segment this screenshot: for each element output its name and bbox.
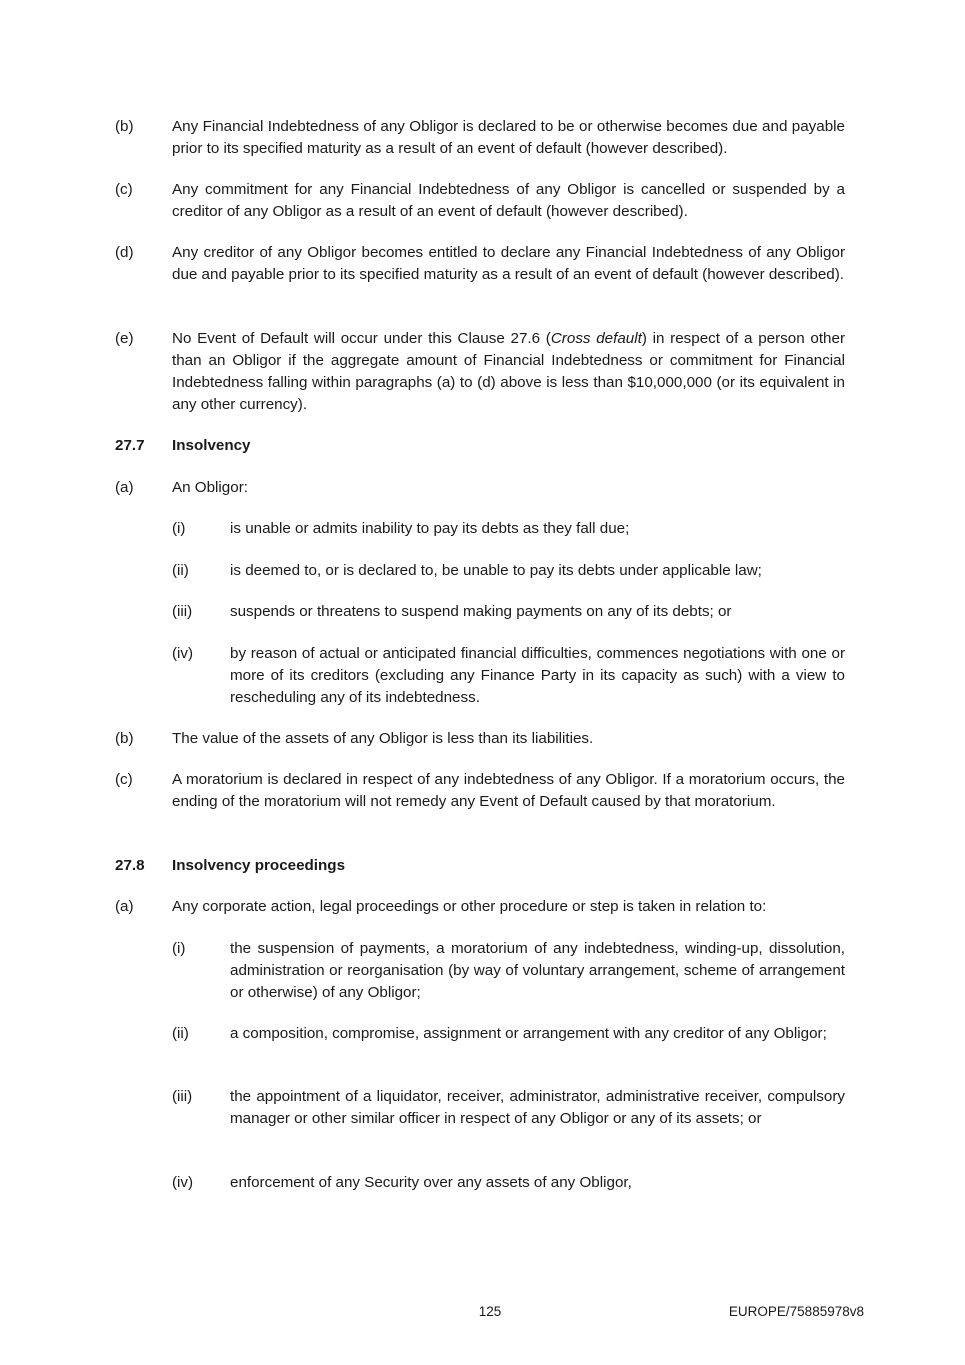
subclause-27-8-a-ii bbox=[172, 1023, 845, 1045]
section-title: Insolvency proceedings bbox=[172, 857, 346, 874]
clause-number: (d) bbox=[115, 244, 134, 261]
subclause-number: (ii) bbox=[172, 1025, 189, 1042]
subclause-27-8-a-iv bbox=[172, 1172, 845, 1194]
subclause-text: a composition, compromise, assignment or arrangement with any creditor of any Obligor; bbox=[230, 1025, 827, 1042]
subclause-27-7-a-ii bbox=[172, 560, 845, 582]
section-number: 27.7 bbox=[115, 437, 145, 454]
subclause-text: enforcement of any Security over any assets of any Obligor, bbox=[230, 1174, 632, 1191]
subclause-27-7-a-iv bbox=[172, 643, 845, 709]
page-number: 125 bbox=[478, 1304, 502, 1319]
clause-text: Any commitment for any Financial Indebtedness of any Obligor is cancelled or suspended by a creditor of any Obligor as a result of an event of default (however described). bbox=[172, 181, 845, 220]
clause-c bbox=[115, 179, 845, 223]
clause-number: (b) bbox=[115, 118, 134, 135]
subclause-number: (iii) bbox=[172, 603, 193, 620]
document-reference: EUROPE/75885978v8 bbox=[728, 1304, 864, 1319]
clause-27-8-a bbox=[115, 896, 845, 918]
clause-27-7-c bbox=[115, 769, 845, 813]
clause-reference-italic: Cross default bbox=[550, 330, 642, 347]
clause-text: An Obligor: bbox=[172, 479, 248, 496]
subclause-text: the suspension of payments, a moratorium of any indebtedness, winding-up, dissolution, administration or reorganisation (by way of voluntary arrangement, scheme of arrangement or otherwise) of any Obligor; bbox=[230, 940, 845, 1001]
subclause-number: (iv) bbox=[172, 1174, 194, 1191]
subclause-number: (iii) bbox=[172, 1088, 193, 1105]
clause-b bbox=[115, 116, 845, 160]
section-title: Insolvency bbox=[172, 437, 251, 454]
clause-number: (c) bbox=[115, 771, 133, 788]
subclause-text: suspends or threatens to suspend making payments on any of its debts; or bbox=[230, 603, 732, 620]
clause-number: (b) bbox=[115, 730, 134, 747]
subclause-number: (iv) bbox=[172, 645, 194, 662]
subclause-number: (i) bbox=[172, 940, 186, 957]
clause-text bbox=[172, 328, 845, 416]
clause-number: (e) bbox=[115, 330, 134, 347]
clause-27-7-a bbox=[115, 477, 845, 499]
subclause-27-7-a-i bbox=[172, 518, 845, 540]
subclause-27-8-a-i bbox=[172, 938, 845, 1004]
clause-number: (a) bbox=[115, 898, 134, 915]
clause-text: The value of the assets of any Obligor is less than its liabilities. bbox=[172, 730, 594, 747]
subclause-text: is unable or admits inability to pay its debts as they fall due; bbox=[230, 520, 630, 537]
clause-number: (a) bbox=[115, 479, 134, 496]
clause-e bbox=[115, 328, 845, 416]
clause-text: Any corporate action, legal proceedings or other procedure or step is taken in relation to: bbox=[172, 898, 767, 915]
section-heading-27-7 bbox=[115, 435, 845, 457]
section-heading-27-8 bbox=[115, 855, 845, 877]
clause-text-part: ) in respect of a person other than an Obligor if the aggregate amount of Financial Indebtedness or commitment for Financial Indebtedness falling within paragraphs (a) to (d) above is less than $10,000,000 (or its equivalent in any other currency). bbox=[172, 330, 845, 413]
subclause-text: is deemed to, or is declared to, be unable to pay its debts under applicable law; bbox=[230, 562, 762, 579]
clause-text: Any Financial Indebtedness of any Obligor is declared to be or otherwise becomes due and payable prior to its specified maturity as a result of an event of default (however described). bbox=[172, 118, 845, 157]
subclause-number: (ii) bbox=[172, 562, 189, 579]
clause-text-part: No Event of Default will occur under this Clause 27.6 ( bbox=[172, 330, 551, 347]
subclause-27-8-a-iii bbox=[172, 1086, 845, 1130]
clause-number: (c) bbox=[115, 181, 133, 198]
subclause-number: (i) bbox=[172, 520, 186, 537]
clause-text: A moratorium is declared in respect of any indebtedness of any Obligor. If a moratorium occurs, the ending of the moratorium will not remedy any Event of Default caused by that moratorium. bbox=[172, 771, 845, 810]
clause-text: Any creditor of any Obligor becomes entitled to declare any Financial Indebtedness of any Obligor due and payable prior to its specified maturity as a result of an event of default (however described). bbox=[172, 244, 845, 283]
subclause-text: the appointment of a liquidator, receiver, administrator, administrative receiver, compulsory manager or other similar officer in respect of any Obligor or any of its assets; or bbox=[230, 1088, 845, 1127]
clause-d bbox=[115, 242, 845, 286]
section-number: 27.8 bbox=[115, 857, 145, 874]
clause-27-7-b bbox=[115, 728, 845, 750]
subclause-text: by reason of actual or anticipated financial difficulties, commences negotiations with one or more of its creditors (excluding any Finance Party in its capacity as such) with a view to rescheduling any of its indebtedness. bbox=[230, 645, 845, 706]
subclause-27-7-a-iii bbox=[172, 601, 845, 623]
